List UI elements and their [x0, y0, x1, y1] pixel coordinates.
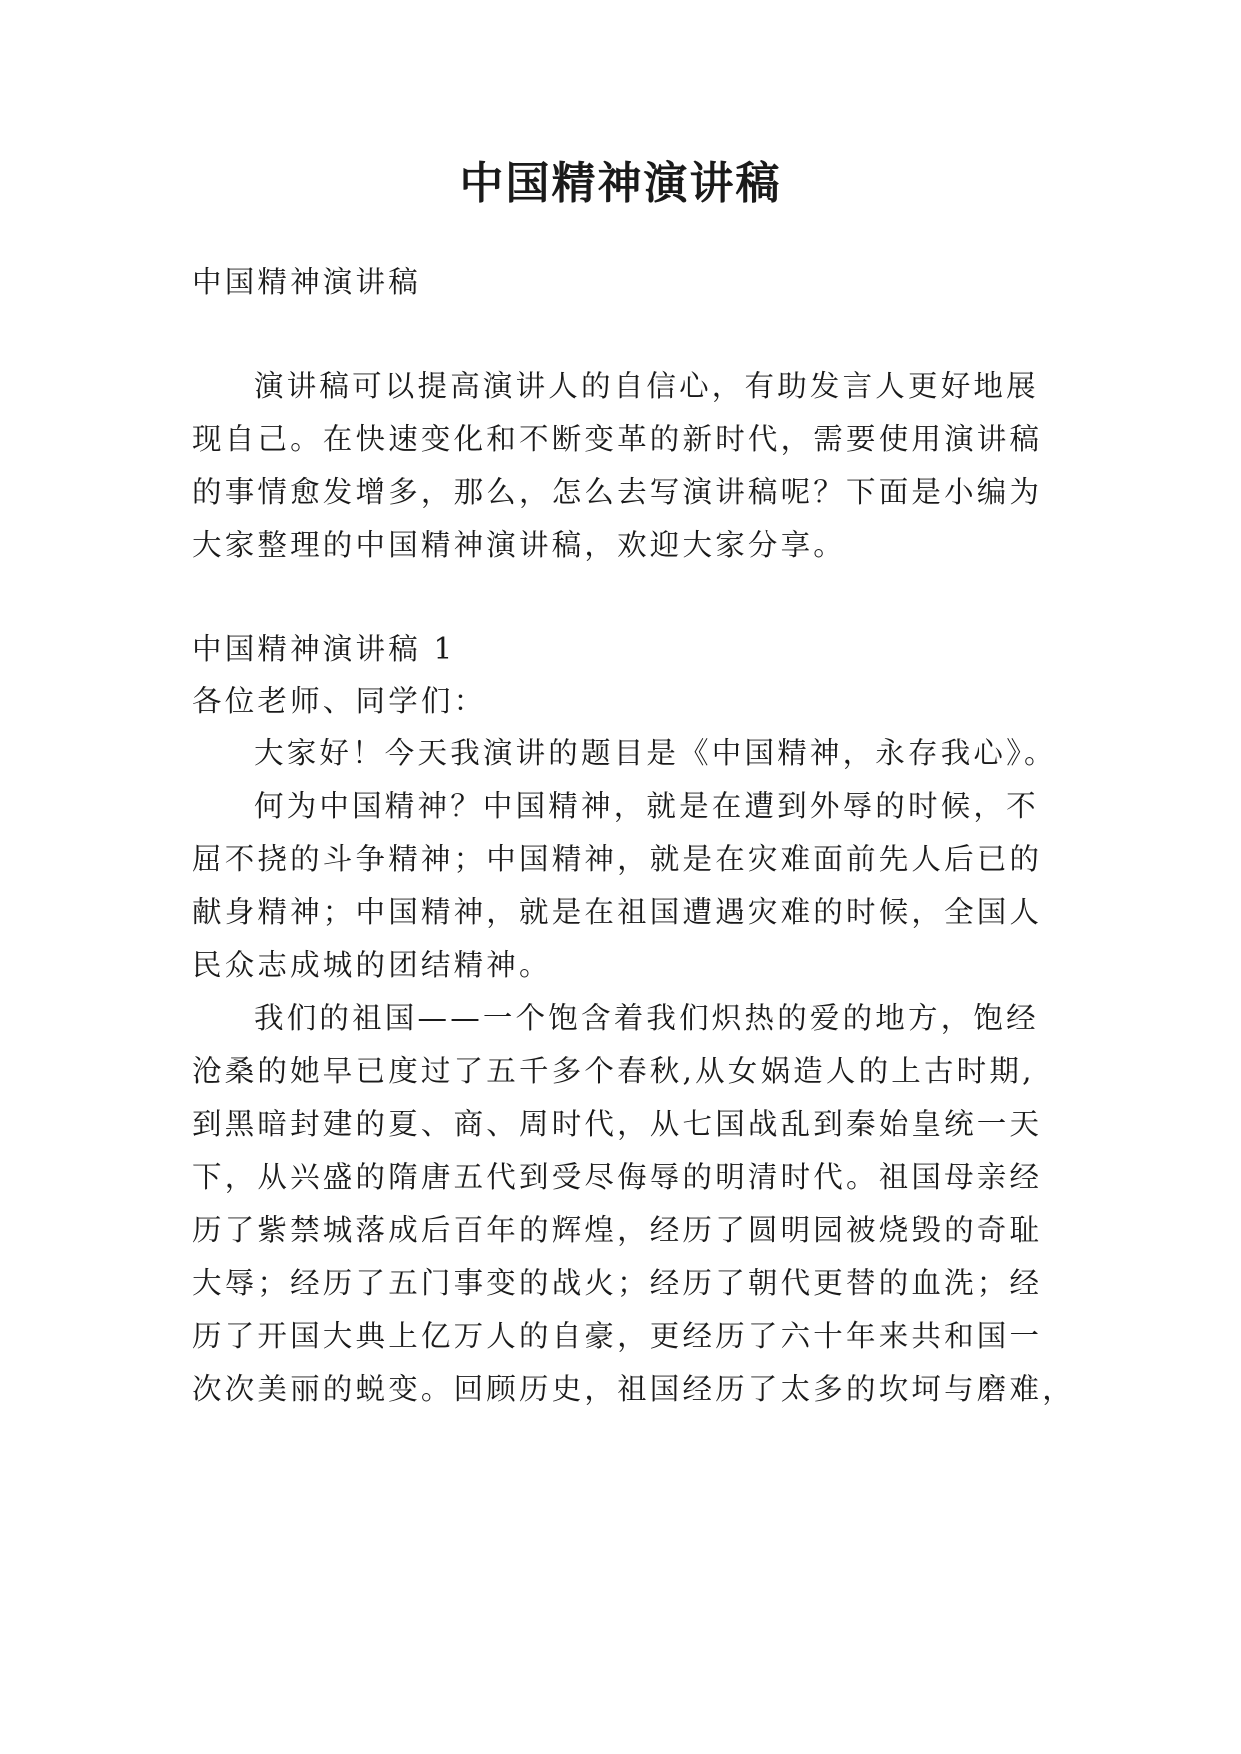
intro-line: 大家整理的中国精神演讲稿，欢迎大家分享。: [192, 528, 847, 562]
paragraph-line: 沧桑的她早已度过了五千多个春秋,从女娲造人的上古时期,: [192, 1054, 1035, 1088]
paragraph-line: 我们的祖国——一个饱含着我们炽热的爱的地方，饱经: [254, 1001, 1039, 1035]
intro-line: 演讲稿可以提高演讲人的自信心，有助发言人更好地展: [254, 369, 1039, 403]
section-heading: 中国精神演讲稿 1: [192, 632, 456, 666]
paragraph-line: 历了开国大典上亿万人的自豪，更经历了六十年来共和国一: [192, 1319, 1043, 1353]
salutation: 各位老师、同学们：: [192, 684, 487, 718]
paragraph-line: 到黑暗封建的夏、商、周时代，从七国战乱到秦始皇统一天: [192, 1107, 1043, 1141]
paragraph-line: 次次美丽的蜕变。回顾历史，祖国经历了太多的坎坷与磨难，: [192, 1372, 1075, 1406]
paragraph-line: 大辱；经历了五门事变的战火；经历了朝代更替的血洗；经: [192, 1266, 1043, 1300]
paragraph-line: 屈不挠的斗争精神；中国精神，就是在灾难面前先人后已的: [192, 842, 1043, 876]
paragraph-line: 下，从兴盛的隋唐五代到受尽侮辱的明清时代。祖国母亲经: [192, 1160, 1043, 1194]
paragraph-line: 何为中国精神？中国精神，就是在遭到外辱的时候，不: [254, 789, 1039, 823]
intro-line: 现自己。在快速变化和不断变革的新时代，需要使用演讲稿: [192, 422, 1043, 456]
paragraph-line: 民众志成城的团结精神。: [192, 948, 552, 982]
document-title: 中国精神演讲稿: [459, 158, 782, 209]
paragraph-line: 历了紫禁城落成后百年的辉煌，经历了圆明园被烧毁的奇耻: [192, 1213, 1043, 1247]
paragraph-line: 献身精神；中国精神，就是在祖国遭遇灾难的时候，全国人: [192, 895, 1043, 929]
document-subtitle: 中国精神演讲稿: [192, 265, 421, 299]
intro-line: 的事情愈发增多，那么，怎么去写演讲稿呢？下面是小编为: [192, 475, 1043, 509]
greeting: 大家好！今天我演讲的题目是《中国精神，永存我心》。: [254, 736, 1057, 770]
